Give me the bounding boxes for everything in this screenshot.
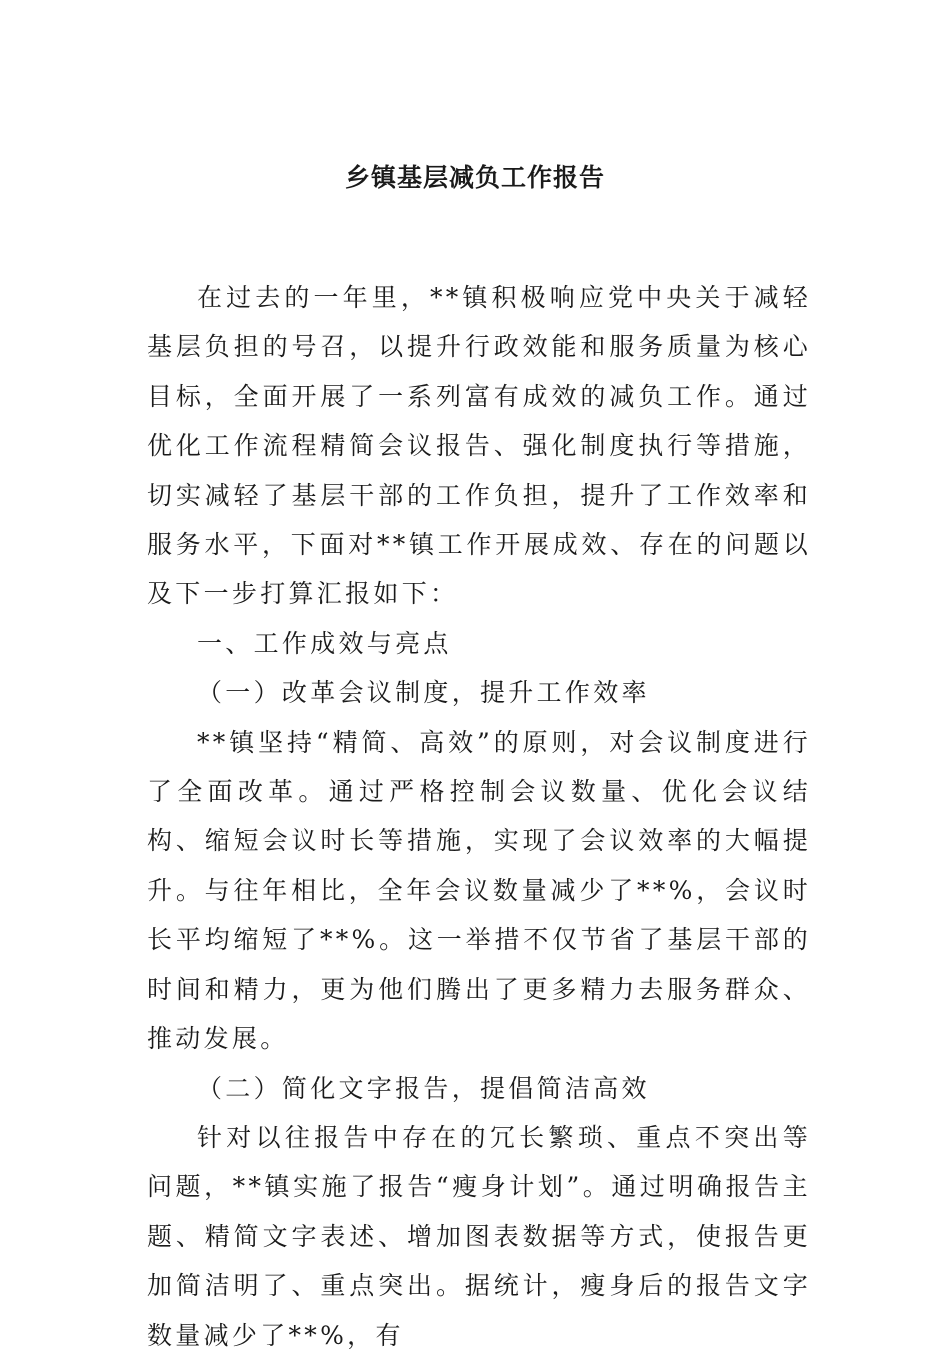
section-heading-1: 一、工作成效与亮点 bbox=[197, 628, 452, 658]
document-title: 乡镇基层减负工作报告 bbox=[344, 163, 605, 192]
subsection-heading-2: （二）简化文字报告，提倡简洁高效 bbox=[197, 1073, 650, 1103]
subsection-2-paragraph: 针对以往报告中存在的冗长繁琐、重点不突出等问题，**镇实施了报告“瘦身计划”。通过明确报告主题、精简文字表述、增加图表数据等方式，使报告更加简洁明了、重点突出。据统计，瘦身后的报告文字数量减少了**%，有 bbox=[147, 1122, 811, 1350]
intro-paragraph: 在过去的一年里，**镇积极响应党中央关于减轻基层负担的号召，以提升行政效能和服务质量为核心目标，全面开展了一系列富有成效的减负工作。通过优化工作流程精简会议报告、强化制度执行等措施，切实减轻了基层干部的工作负担，提升了工作效率和服务水平，下面对**镇工作开展成效、存在的问题以及下一步打算汇报如下： bbox=[147, 283, 811, 609]
subsection-heading-1: （一）改革会议制度，提升工作效率 bbox=[197, 678, 650, 708]
document-body bbox=[147, 273, 811, 1360]
subsection-1-paragraph: **镇坚持“精简、高效”的原则，对会议制度进行了全面改革。通过严格控制会议数量、优化会议结构、缩短会议时长等措施，实现了会议效率的大幅提升。与往年相比，全年会议数量减少了**%，会议时长平均缩短了**%。这一举措不仅节省了基层干部的时间和精力，更为他们腾出了更多精力去服务群众、推动发展。 bbox=[147, 727, 811, 1054]
